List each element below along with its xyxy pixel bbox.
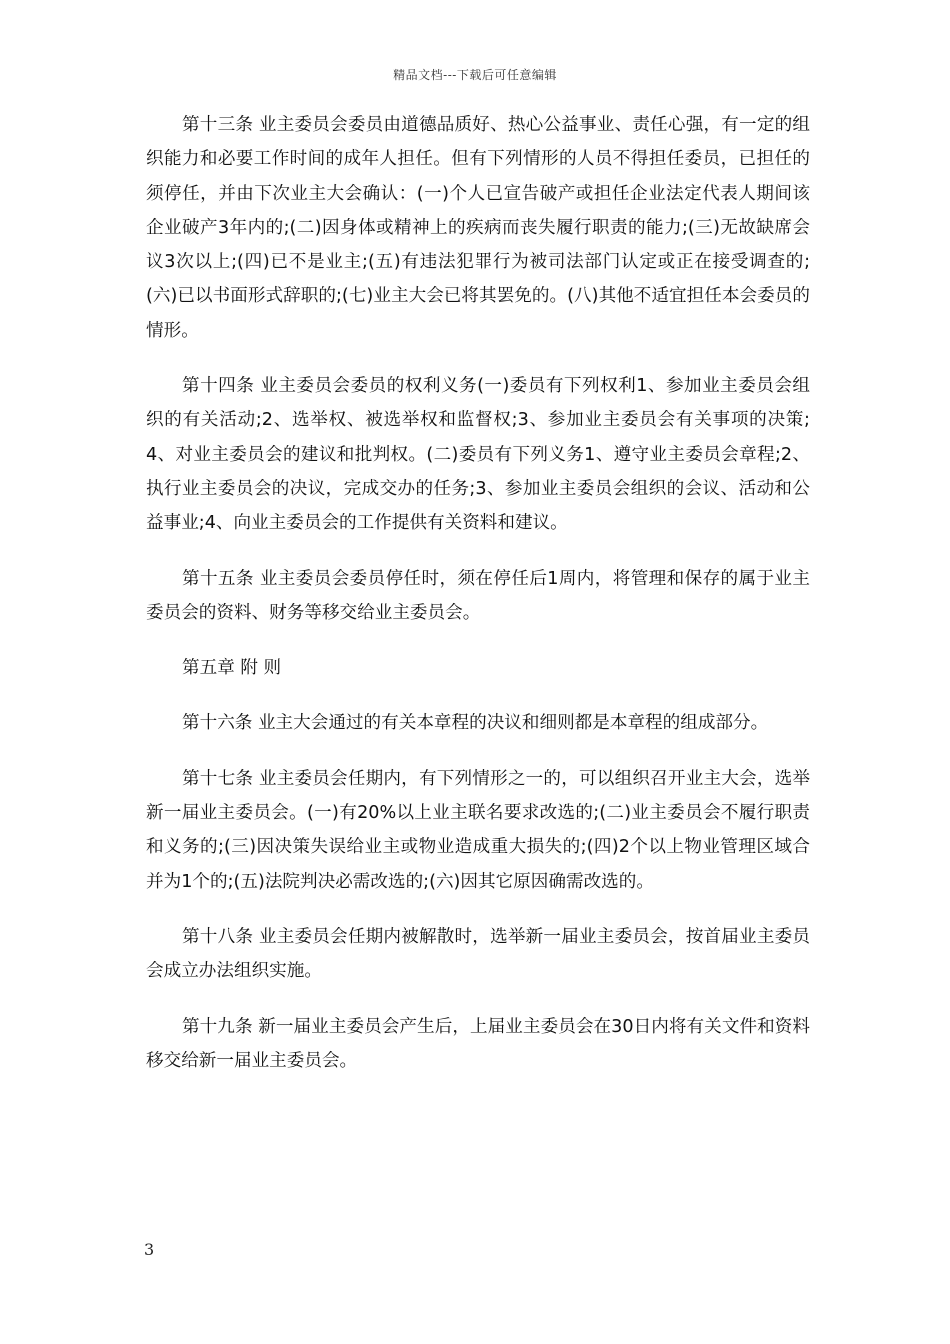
chapter-5-heading: 第五章 附 则 bbox=[182, 658, 282, 679]
article-15-paragraph: 第十五条 业主委员会委员停任时，须在停任后1周内，将管理和保存的属于业主委员会的资料、财务等移交给业主委员会。 bbox=[146, 568, 810, 623]
article-16-paragraph: 第十六条 业主大会通过的有关本章程的决议和细则都是本章程的组成部分。 bbox=[182, 713, 769, 734]
article-13-paragraph: 第十三条 业主委员会委员由道德品质好、热心公益事业、责任心强，有一定的组织能力和必要工作时间的成年人担任。但有下列情形的人员不得担任委员，已担任的须停任，并由下次业主大会确认：(一)个人已宣告破产或担任企业法定代表人期间该企业破产3年内的;(二)因身体或精神上的疾病而丧失履行职责的能力;(三)无故缺席会议3次以上;(四)已不是业主;(五)有违法犯罪行为被司法部门认定或正在接受调查的;(六)已以书面形式辞职的;(七)业主大会已将其罢免的。(八)其他不适宜担任本会委员的情形。 bbox=[146, 115, 810, 341]
article-17-paragraph: 第十七条 业主委员会任期内，有下列情形之一的，可以组织召开业主大会，选举新一届业主委员会。(一)有20%以上业主联名要求改选的;(二)业主委员会不履行职责和义务的;(三)因决策失误给业主或物业造成重大损失的;(四)2个以上物业管理区域合并为1个的;(五)法院判决必需改选的;(六)因其它原因确需改选的。 bbox=[146, 768, 810, 892]
page-header: 精品文档---下载后可任意编辑 bbox=[393, 68, 557, 82]
article-19-paragraph: 第十九条 新一届业主委员会产生后，上届业主委员会在30日内将有关文件和资料移交给新一届业主委员会。 bbox=[146, 1016, 810, 1071]
page-number: 3 bbox=[144, 1240, 155, 1259]
document-body bbox=[146, 108, 810, 1099]
article-18-paragraph: 第十八条 业主委员会任期内被解散时，选举新一届业主委员会，按首届业主委员会成立办法组织实施。 bbox=[146, 926, 810, 982]
article-14-paragraph: 第十四条 业主委员会委员的权利义务(一)委员有下列权利1、参加业主委员会组织的有关活动;2、选举权、被选举权和监督权;3、参加业主委员会有关事项的决策;4、对业主委员会的建议和批判权。(二)委员有下列义务1、遵守业主委员会章程;2、执行业主委员会的决议，完成交办的任务;3、参加业主委员会组织的会议、活动和公益事业;4、向业主委员会的工作提供有关资料和建议。 bbox=[146, 376, 810, 534]
